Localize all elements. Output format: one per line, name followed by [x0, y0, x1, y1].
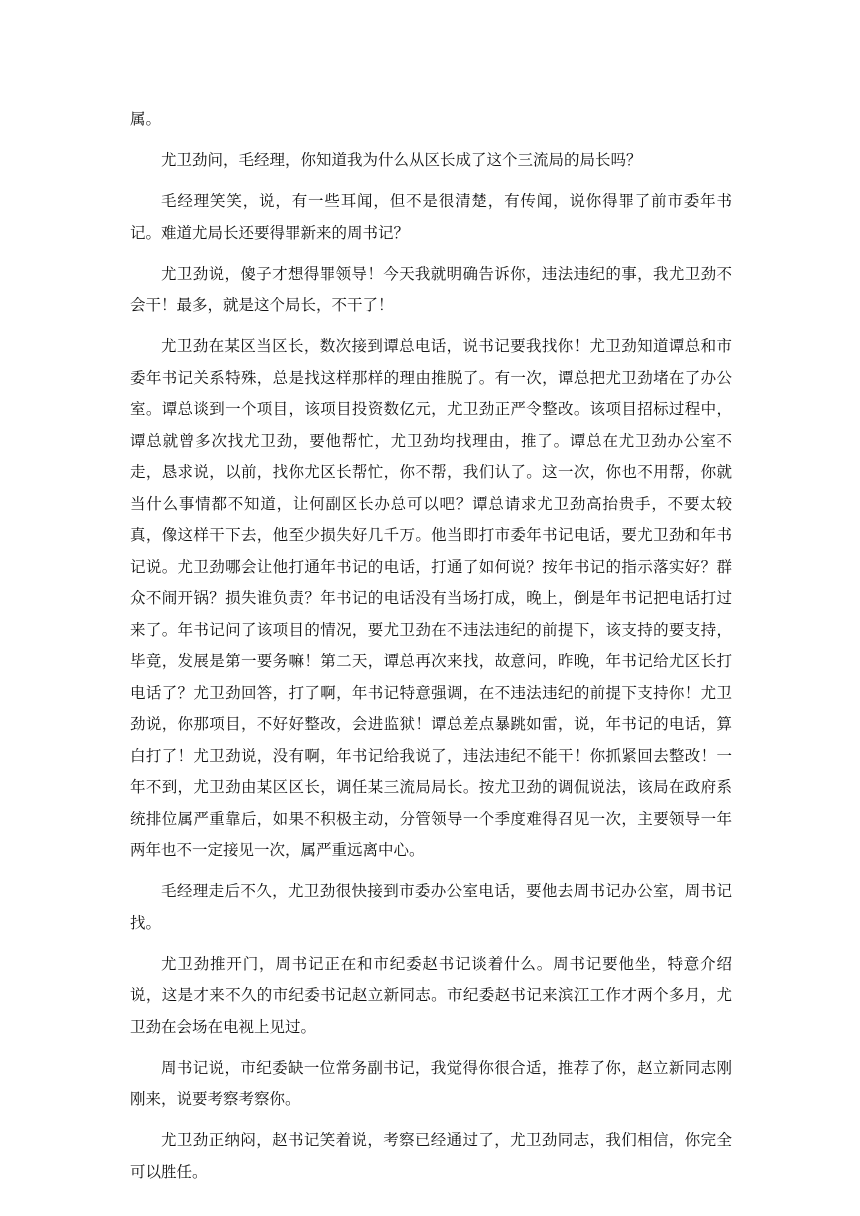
- paragraph: 毛经理走后不久，尤卫劲很快接到市委办公室电话，要他去周书记办公室，周书记找。: [130, 882, 732, 932]
- paragraph: 尤卫劲推开门，周书记正在和市纪委赵书记谈着什么。周书记要他坐，特意介绍说，这是才来不久的市纪委书记赵立新同志。市纪委赵书记来滨江工作才两个多月，尤卫劲在会场在电视上见过。: [130, 954, 732, 1036]
- paragraph: 周书记说，市纪委缺一位常务副书记，我觉得你很合适，推荐了你，赵立新同志刚刚来，说要考察考察你。: [130, 1058, 732, 1108]
- paragraph: 毛经理笑笑，说，有一些耳闻，但不是很清楚，有传闻，说你得罪了前市委年书记。难道尤局长还要得罪新来的周书记？: [130, 192, 732, 242]
- paragraph: 尤卫劲在某区当区长，数次接到谭总电话，说书记要我找你！尤卫劲知道谭总和市委年书记关系特殊，总是找这样那样的理由推脱了。有一次，谭总把尤卫劲堵在了办公室。谭总谈到一个项目，该项目投资数亿元，尤卫劲正严令整改。该项目招标过程中，谭总就曾多次找尤卫劲，要他帮忙，尤卫劲均找理由，推了。谭总在尤卫劲办公室不走，恳求说，以前，找你尤区长帮忙，你不帮，我们认了。这一次，你也不用帮，你就当什么事情都不知道，让何副区长办总可以吧？谭总请求尤卫劲高抬贵手，不要太较真，像这样干下去，他至少损失好几千万。他当即打市委年书记电话，要尤卫劲和年书记说。尤卫劲哪会让他打通年书记的电话，打通了如何说？按年书记的指示落实好？群众不闹开锅？损失谁负责？年书记的电话没有当场打成，晚上，倒是年书记把电话打过来了。年书记问了该项目的情况，要尤卫劲在不违法违纪的前提下，该支持的要支持，毕竟，发展是第一要务嘛！第二天，谭总再次来找，故意问，昨晚，年书记给尤区长打电话了？尤卫劲回答，打了啊，年书记特意强调，在不违法违纪的前提下支持你！尤卫劲说，你那项目，不好好整改，会进监狱！谭总差点暴跳如雷，说，年书记的电话，算白打了！尤卫劲说，没有啊，年书记给我说了，违法违纪不能干！你抓紧回去整改！一年不到，尤卫劲由某区区长，调任某三流局局长。按尤卫劲的调侃说法，该局在政府系统排位属严重靠后，如果不积极主动，分管领导一个季度难得召见一次，主要领导一年两年也不一定接见一次，属严重远离中心。: [130, 337, 732, 859]
- paragraph: 尤卫劲说，傻子才想得罪领导！今天我就明确告诉你，违法违纪的事，我尤卫劲不会干！最多，就是这个局长，不干了！: [130, 264, 732, 314]
- paragraph: 尤卫劲正纳闷，赵书记笑着说，考察已经通过了，尤卫劲同志，我们相信，你完全可以胜任。: [130, 1131, 732, 1181]
- paragraph: 属。: [130, 110, 162, 128]
- document-body: [130, 104, 732, 1198]
- paragraph: 尤卫劲问，毛经理，你知道我为什么从区长成了这个三流局的局长吗？: [161, 151, 642, 169]
